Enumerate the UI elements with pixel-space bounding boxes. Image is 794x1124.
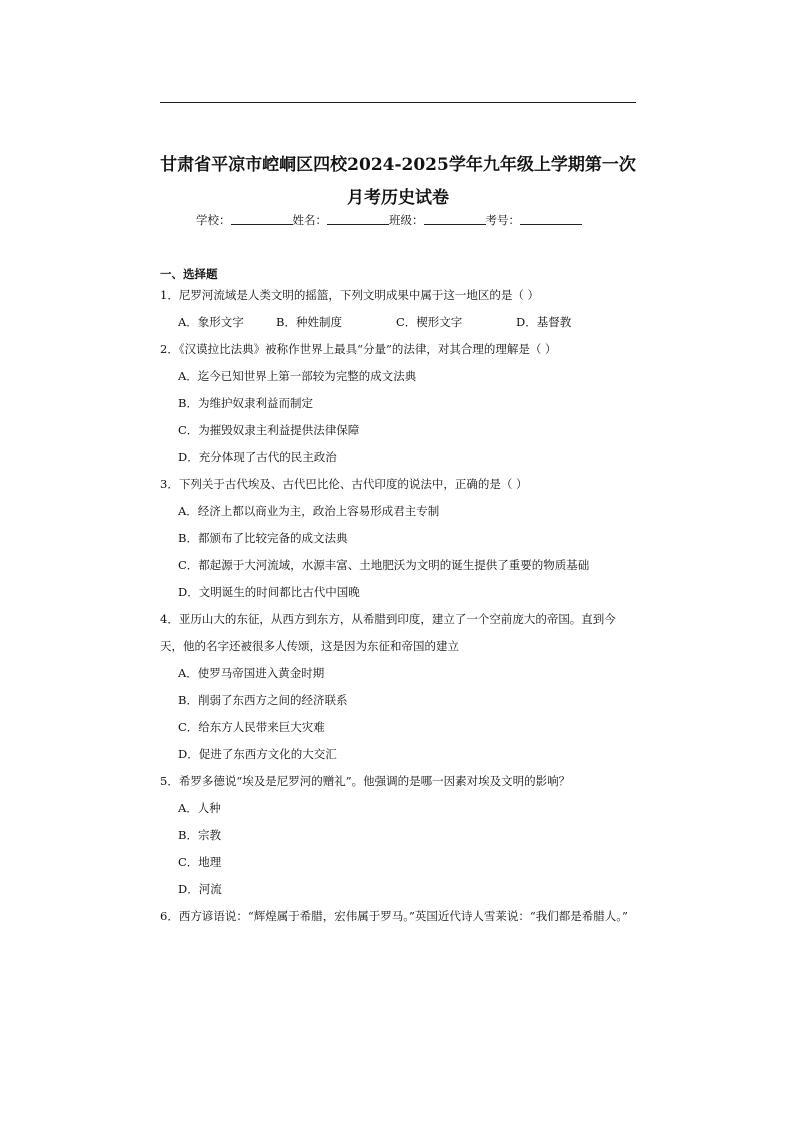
option-c: C．楔形文字 xyxy=(396,315,463,329)
question-5-stem: 5．希罗多德说“埃及是尼罗河的赠礼”。他强调的是哪一因素对埃及文明的影响？ xyxy=(160,774,571,788)
section-title: 一、选择题 xyxy=(160,267,218,281)
option-d: D．河流 xyxy=(178,882,222,896)
question-6-stem: 6．西方谚语说：“辉煌属于希腊，宏伟属于罗马。”英国近代诗人雪莱说：“我们都是希腊人。” xyxy=(160,909,628,923)
class-label: 班级： xyxy=(389,213,424,227)
student-info-row xyxy=(196,212,582,228)
question-3-stem: 3．下列关于古代埃及、古代巴比伦、古代印度的说法中，正确的是（ ） xyxy=(160,477,528,491)
question-1-stem: 1．尼罗河流域是人类文明的摇篮，下列文明成果中属于这一地区的是（ ） xyxy=(160,288,539,302)
option-a: A．人种 xyxy=(178,801,221,815)
school-blank xyxy=(231,212,293,225)
option-d: D．充分体现了古代的民主政治 xyxy=(178,450,337,464)
header-rule xyxy=(160,102,636,103)
exam-title-line2: 月考历史试卷 xyxy=(347,188,449,208)
option-a: A．象形文字 xyxy=(178,315,244,329)
exam-no-blank xyxy=(520,212,582,225)
option-b: B．为维护奴隶利益而制定 xyxy=(178,396,313,410)
option-a: A．迄今已知世界上第一部较为完整的成文法典 xyxy=(178,369,417,383)
option-a: A．使罗马帝国进入黄金时期 xyxy=(178,666,325,680)
option-b: B．都颁布了比较完备的成文法典 xyxy=(178,531,348,545)
school-label: 学校： xyxy=(196,213,231,227)
name-label: 姓名： xyxy=(292,213,327,227)
class-blank xyxy=(424,212,486,225)
option-a: A．经济上都以商业为主，政治上容易形成君主专制 xyxy=(178,504,440,518)
option-b: B．削弱了东西方之间的经济联系 xyxy=(178,693,348,707)
exam-title-line1: 甘肃省平凉市崆峒区四校2024-2025学年九年级上学期第一次 xyxy=(160,155,636,175)
option-b: B．种姓制度 xyxy=(276,315,342,329)
option-d: D．基督教 xyxy=(516,315,572,329)
exam-no-label: 考号： xyxy=(485,213,520,227)
question-4-stem-line2: 天，他的名字还被很多人传颂，这是因为东征和帝国的建立 xyxy=(160,639,459,653)
option-d: D．文明诞生的时间都比古代中国晚 xyxy=(178,585,360,599)
option-b: B．宗教 xyxy=(178,828,221,842)
question-4-stem-line1: 4．亚历山大的东征，从西方到东方，从希腊到印度，建立了一个空前庞大的帝国。直到今 xyxy=(160,612,616,626)
option-c: C．给东方人民带来巨大灾难 xyxy=(178,720,325,734)
option-c: C．为摧毁奴隶主利益提供法律保障 xyxy=(178,423,360,437)
question-2-stem: 2．《汉谟拉比法典》被称作世界上最具“分量”的法律，对其合理的理解是（ ） xyxy=(160,342,557,356)
name-blank xyxy=(327,212,389,225)
option-c: C．都起源于大河流域，水源丰富、土地肥沃为文明的诞生提供了重要的物质基础 xyxy=(178,558,590,572)
option-d: D．促进了东西方文化的大交汇 xyxy=(178,747,337,761)
option-c: C．地理 xyxy=(178,855,222,869)
